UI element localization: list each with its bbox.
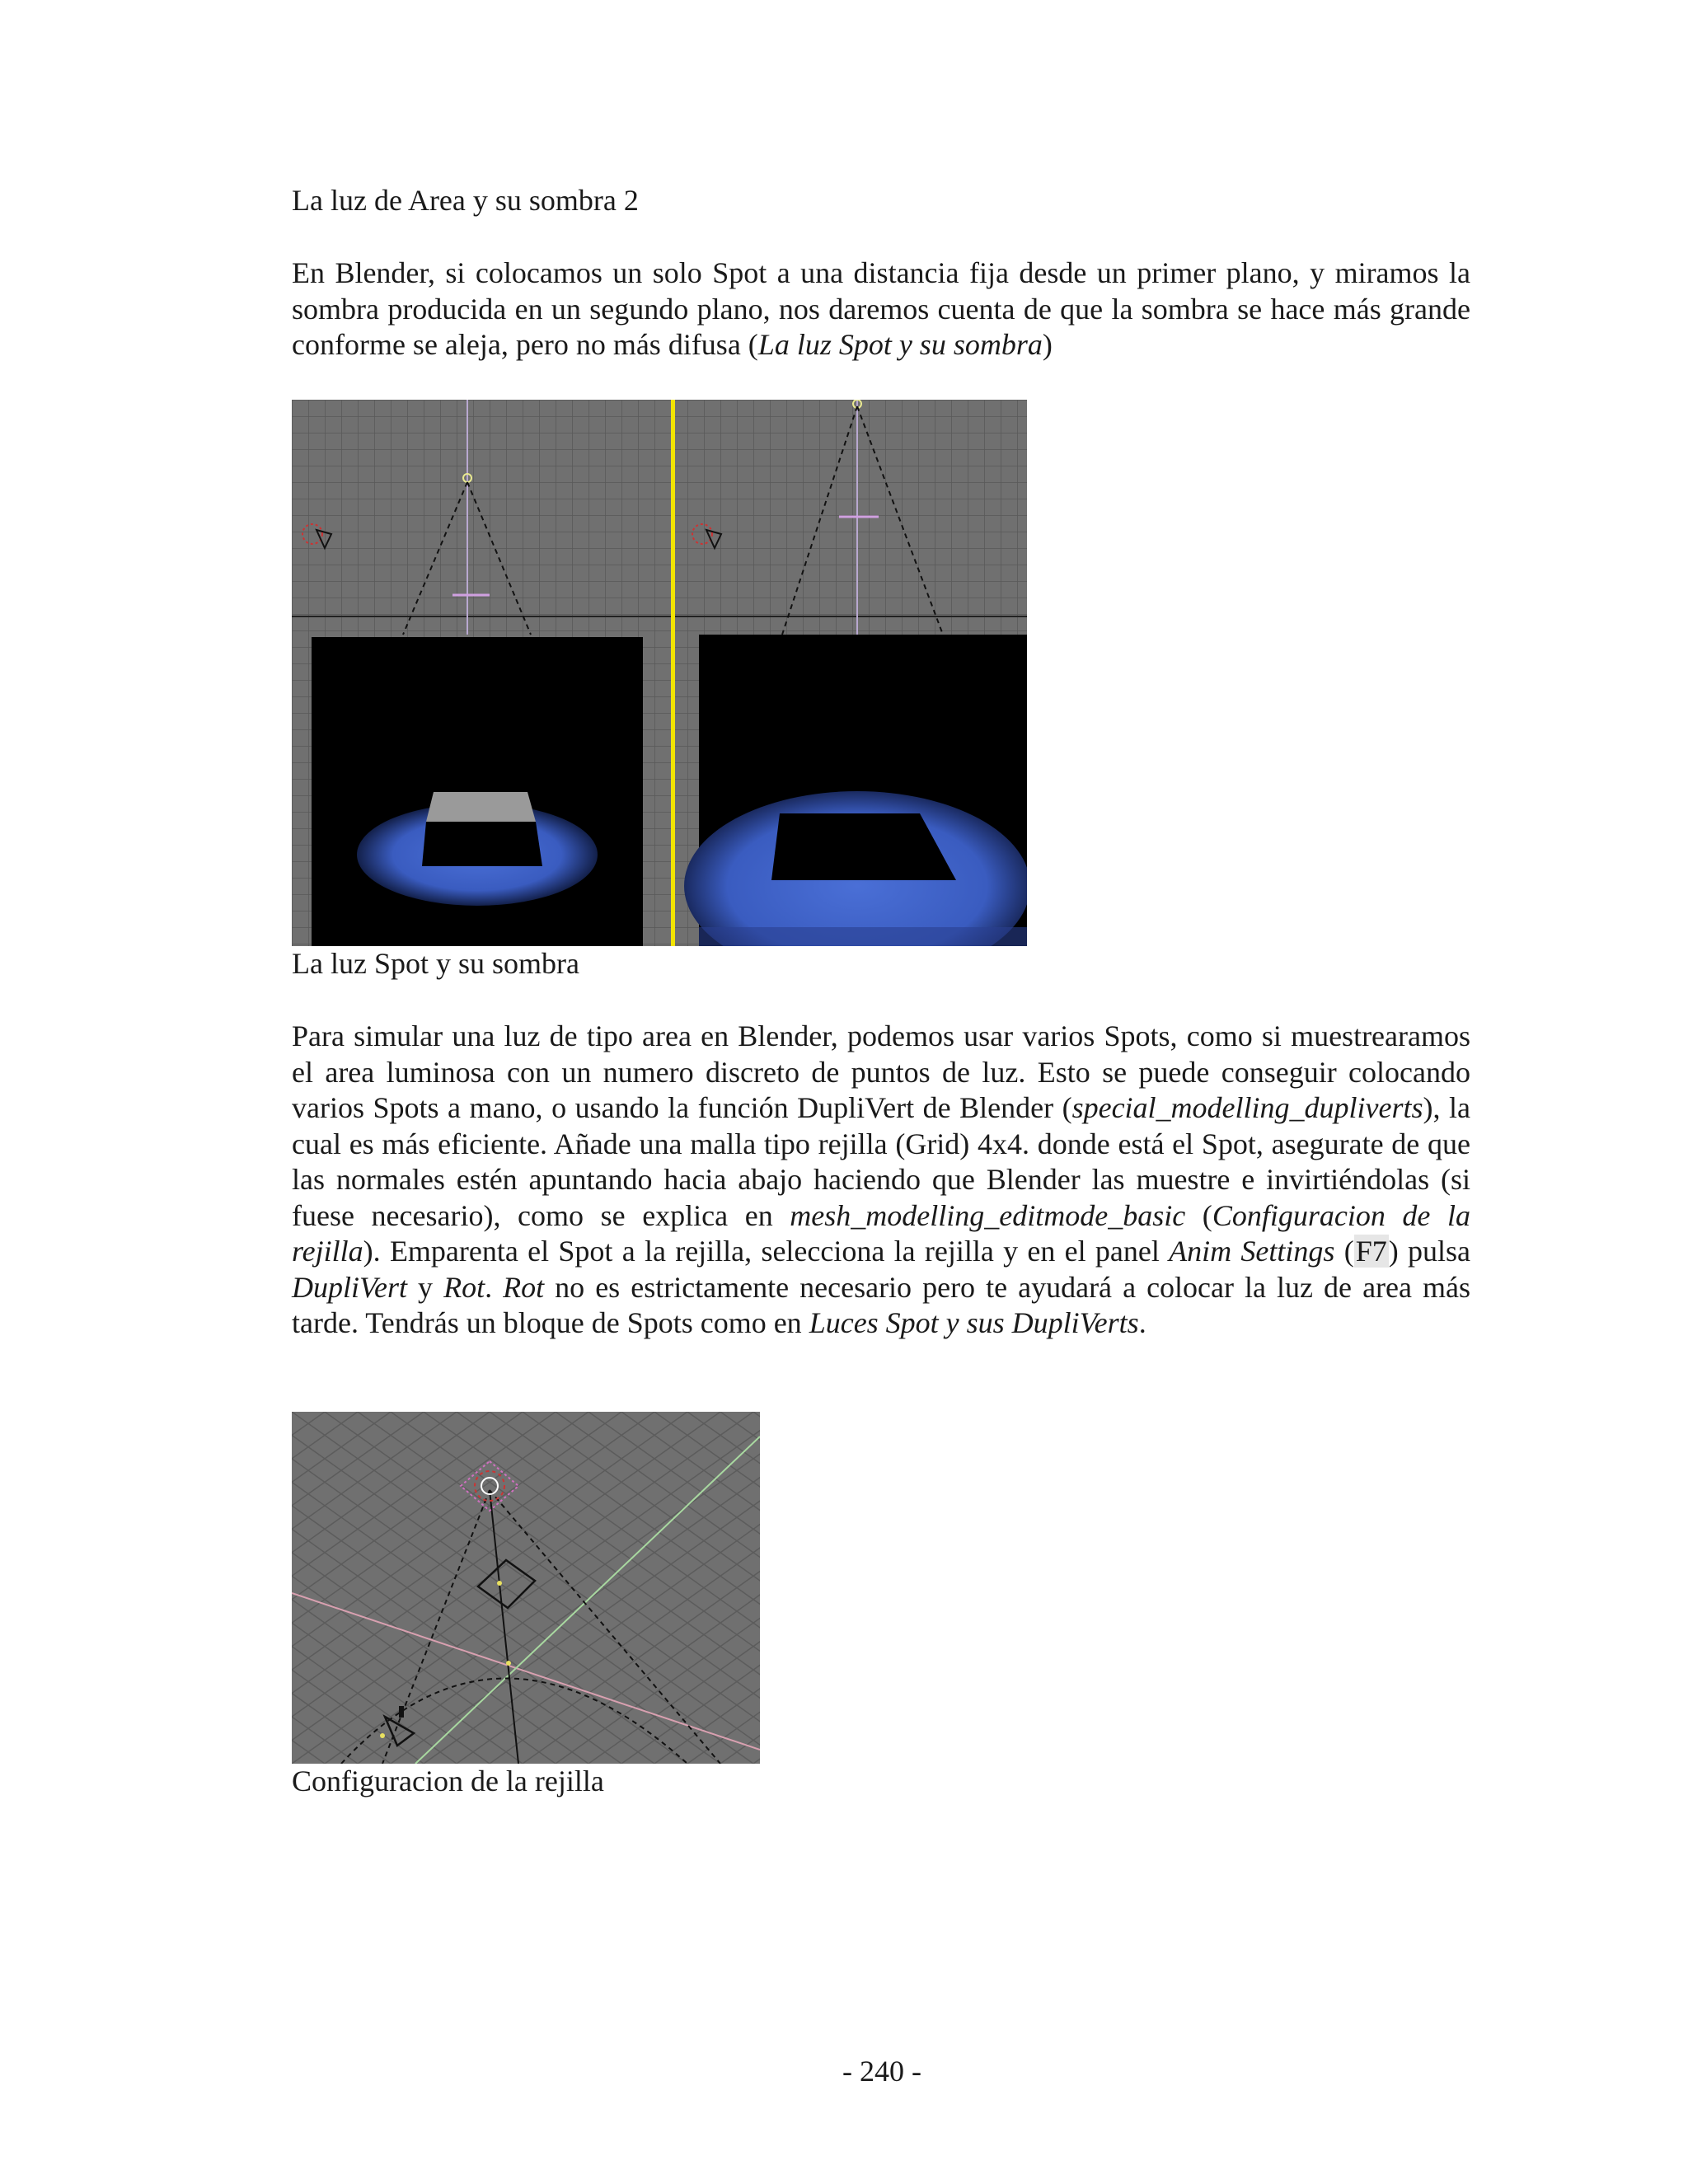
figure-reference-dupliverts: Luces Spot y sus DupliVerts	[809, 1306, 1139, 1339]
body-text-3: (	[1185, 1198, 1212, 1232]
intro-text-end: )	[1042, 328, 1053, 361]
link-editmode-basic[interactable]: mesh_modelling_editmode_basic	[790, 1198, 1186, 1232]
intro-paragraph	[292, 255, 1470, 363]
body-text-5: (	[1334, 1235, 1354, 1268]
body-text-10: .	[1138, 1306, 1146, 1339]
section-title: La luz de Area y su sombra 2	[292, 184, 639, 217]
button-rot-2: Rot	[503, 1270, 545, 1304]
body-text-4: ). Emparenta el Spot a la rejilla, selecciona la rejilla y en el panel	[363, 1235, 1170, 1268]
figure-spot-shadow	[292, 400, 1027, 946]
body-text-7: y	[407, 1270, 444, 1304]
figure1-caption: La luz Spot y su sombra	[292, 947, 579, 980]
body-text-8: .	[485, 1270, 504, 1304]
intro-text: En Blender, si colocamos un solo Spot a una distancia fija desde un primer plano, y miramos la sombra producida en un segundo plano, nos daremos cuenta de que la sombra se hace más grande conforme se aleja, pero no más difusa (	[292, 256, 1470, 361]
body-text-2: ), la cual es más eficiente. Añade una malla tipo rejilla (Grid) 4x4. donde está el Spot, asegurate de que las normales estén apuntando hacia abajo haciendo que Blender las muestre e invirtiéndolas (si fuese necesario), como se explica en	[292, 1091, 1471, 1232]
body-text-6: ) pulsa	[1388, 1235, 1470, 1268]
figure-reference-grid: Configuracion de la rejilla	[292, 1198, 1470, 1268]
page-number: - 240 -	[842, 2055, 921, 2088]
link-dupliverts[interactable]: special_modelling_dupliverts	[1071, 1091, 1423, 1124]
panel-name: Anim Settings	[1169, 1235, 1335, 1268]
figure-reference: La luz Spot y su sombra	[757, 328, 1043, 361]
spot-shadow-image	[292, 400, 1027, 946]
grid-config-image	[292, 1412, 760, 1764]
button-rot: Rot	[443, 1270, 485, 1304]
body-text-1: Para simular una luz de tipo area en Blender, podemos usar varios Spots, como si muestrearamos el area luminosa con un numero discreto de puntos de luz. Esto se puede conseguir colocando varios Spots a mano, o usando la función DupliVert de Blender (	[292, 1019, 1470, 1124]
body-text-9: no es estrictamente necesario pero te ayudará a colocar la luz de area más tarde. Tendrás un bloque de Spots como en	[292, 1270, 1471, 1339]
button-dupliverts: DupliVert	[292, 1270, 407, 1304]
key-f7: F7	[1355, 1235, 1387, 1268]
figure-grid-config	[292, 1412, 760, 1764]
figure2-caption: Configuracion de la rejilla	[292, 1765, 604, 1797]
body-paragraph	[292, 1019, 1470, 1342]
